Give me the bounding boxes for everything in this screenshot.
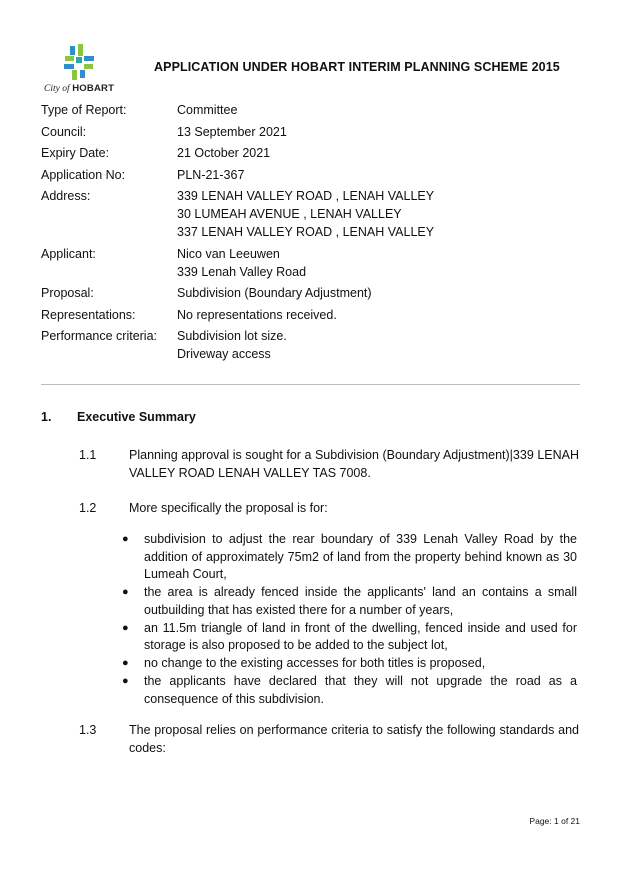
detail-value: 13 September 2021 [177,124,287,139]
detail-row-application-no [41,166,581,184]
bullet-icon: ● [122,657,129,669]
hobart-logo-icon [62,44,96,80]
bullet-icon: ● [122,675,129,687]
page-title: APPLICATION UNDER HOBART INTERIM PLANNING SCHEME 2015 [154,60,560,74]
paragraph-1-1 [79,446,579,482]
detail-row-representations [41,306,581,324]
paragraph-text: Planning approval is sought for a Subdivision (Boundary Adjustment)|339 LENAH VALLEY ROAD LENAH VALLEY TAS 7008. [129,448,579,480]
bullet-icon: ● [122,621,129,634]
list-item [122,655,577,673]
application-details [41,101,581,367]
detail-row-expiry [41,144,581,162]
detail-label: Proposal: [41,286,94,300]
detail-value: Driveway access [177,347,271,361]
list-item-text: the area is already fenced inside the applicants' land an contains a small outbuilding that has existed there for a number of years, [144,585,577,617]
paragraph-number: 1.1 [79,448,97,462]
detail-row-performance-criteria [41,327,581,363]
paragraph-number: 1.3 [79,723,97,737]
detail-label: Council: [41,124,87,139]
detail-row-council [41,123,581,141]
list-item-text: no change to the existing accesses for both titles is proposed, [144,656,486,670]
detail-row-proposal [41,284,581,302]
city-of-hobart-logo [40,44,120,98]
list-item-text: an 11.5m triangle of land in front of the dwelling, fenced inside and used for storage is also proposed to be added to the subject lot, [144,620,577,652]
paragraph-text: The proposal relies on performance criteria to satisfy the following standards and codes: [129,723,579,755]
detail-label: Address: [41,189,91,203]
logo-city: City of [44,84,70,94]
divider [41,384,580,385]
bullet-icon: ● [122,586,129,598]
list-item [122,531,577,584]
detail-row-type [41,101,581,119]
detail-value: 21 October 2021 [177,146,271,160]
detail-value: 339 LENAH VALLEY ROAD , LENAH VALLEY [177,189,435,203]
list-item [122,584,577,619]
detail-value: No representations received. [177,307,337,322]
paragraph-number: 1.2 [79,501,97,515]
detail-label: Type of Report: [41,103,127,117]
detail-value: Committee [177,103,238,117]
list-item [122,620,577,655]
list-item-text: the applicants have declared that they will not upgrade the road as a consequence of this subdivision. [144,674,577,706]
section-number: 1. [41,410,52,424]
section-title: Executive Summary [77,410,196,424]
detail-value: Subdivision lot size. [177,329,287,343]
logo-name: HOBART [72,83,115,94]
list-item [122,673,577,708]
detail-row-applicant [41,245,581,281]
detail-value: 339 Lenah Valley Road [177,264,307,279]
paragraph-1-2 [79,499,579,517]
proposal-bullet-list [122,531,577,709]
section-heading [41,410,196,424]
detail-value: 337 LENAH VALLEY ROAD , LENAH VALLEY [177,225,435,239]
detail-value: Subdivision (Boundary Adjustment) [177,286,372,300]
bullet-icon: ● [122,533,129,545]
detail-label: Applicant: [41,246,96,261]
paragraph-text: More specifically the proposal is for: [129,501,328,515]
paragraph-1-3 [79,721,579,757]
detail-label: Application No: [41,167,126,182]
page-number: Page: 1 of 21 [529,816,580,826]
detail-label: Representations: [41,307,136,322]
list-item-text: subdivision to adjust the rear boundary of 339 Lenah Valley Road by the addition of approximately 75m2 of land from the property behind known as 30 Lumeah Court, [144,532,577,581]
detail-value: PLN-21-367 [177,167,245,182]
detail-value: 30 LUMEAH AVENUE , LENAH VALLEY [177,207,402,221]
detail-row-address [41,187,581,241]
detail-value: Nico van Leeuwen [177,246,280,261]
detail-label: Expiry Date: [41,146,110,160]
logo-wordmark [44,83,114,94]
detail-label: Performance criteria: [41,329,158,343]
